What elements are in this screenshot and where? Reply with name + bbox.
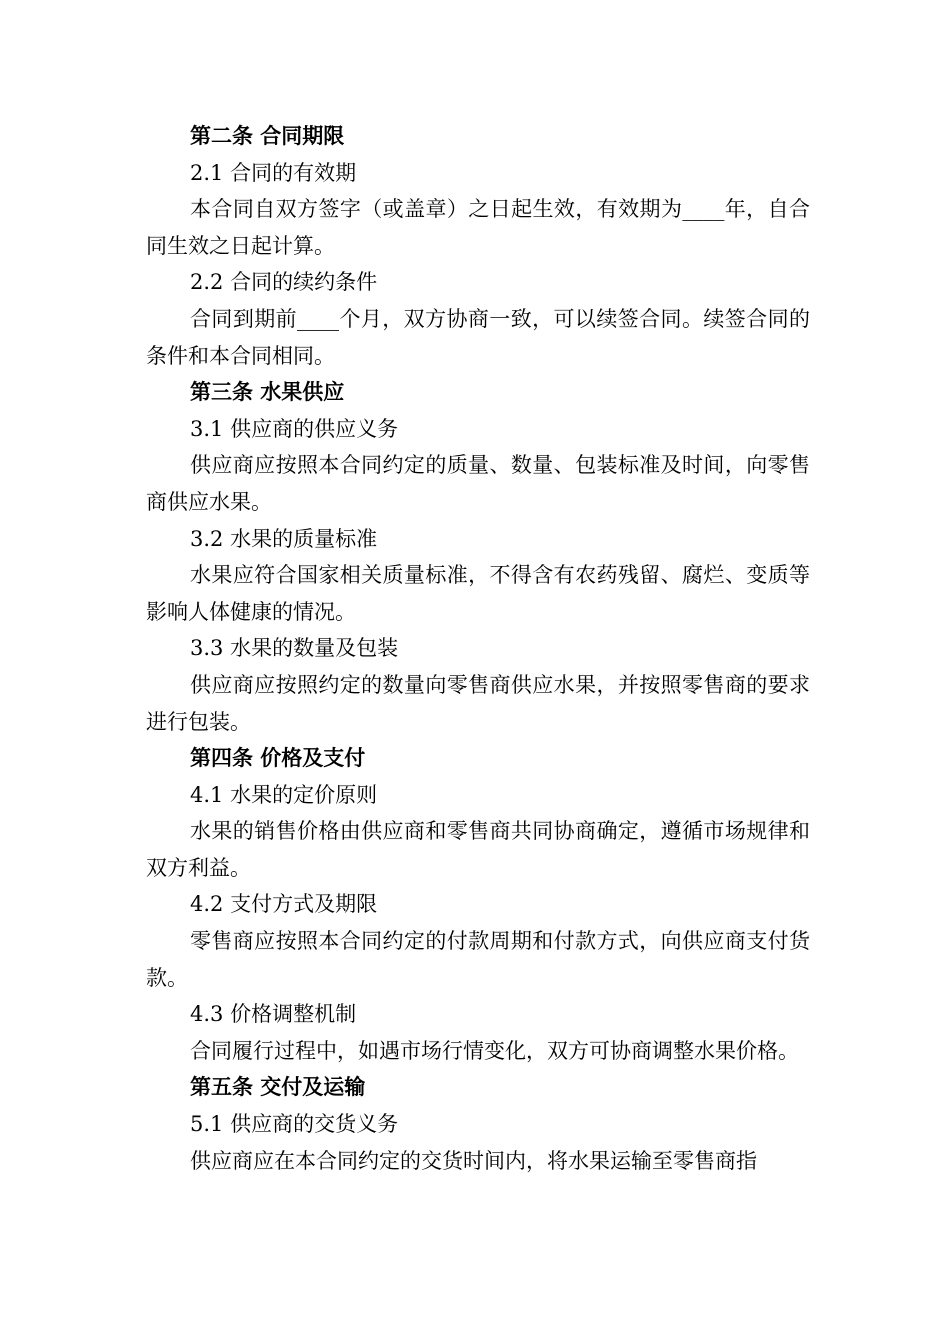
clause-title-4-3: 4.3 价格调整机制 [190,1002,357,1027]
section-heading-3: 第三条 水果供应 [190,379,345,405]
clause-body-3-2: 水果应符合国家相关质量标准，不得含有农药残留、腐烂、变质等影响人体健康的情况。 [146,563,810,624]
clause-title-3-1: 3.1 供应商的供应义务 [190,416,399,441]
clause-body-4-1: 水果的销售价格由供应商和零售商共同协商确定，遵循市场规律和双方利益。 [146,819,810,880]
section-heading-2: 第二条 合同期限 [190,123,345,148]
clause-title-3-2: 3.2 水果的质量标准 [190,526,378,551]
section-heading-4: 第四条 价格及支付 [190,745,366,771]
clause-body-4-3: 合同履行过程中，如遇市场行情变化，双方可协商调整水果价格。 [190,1038,799,1063]
clause-body-5-1: 供应商应在本合同约定的交货时间内，将水果运输至零售商指 [190,1148,757,1173]
clause-body-3-3: 供应商应按照约定的数量向零售商供应水果，并按照零售商的要求进行包装。 [146,672,810,734]
clause-title-3-3: 3.3 水果的数量及包装 [190,636,399,661]
clause-title-4-2: 4.2 支付方式及期限 [190,892,378,917]
section-heading-5: 第五条 交付及运输 [190,1074,366,1100]
clause-title-2-2: 2.2 合同的续约条件 [190,270,378,295]
clause-title-2-1: 2.1 合同的有效期 [190,160,357,185]
clause-body-2-1: 本合同自双方签字（或盖章）之日起生效，有效期为____年，自合同生效之日起计算。 [146,197,810,258]
clause-body-2-2: 合同到期前____个月，双方协商一致，可以续签合同。续签合同的条件和本合同相同。 [146,306,810,368]
clause-title-4-1: 4.1 水果的定价原则 [190,782,378,807]
clause-body-3-1: 供应商应按照本合同约定的质量、数量、包装标准及时间，向零售商供应水果。 [146,453,810,514]
clause-body-4-2: 零售商应按照本合同约定的付款周期和付款方式，向供应商支付货款。 [146,929,810,990]
clause-title-5-1: 5.1 供应商的交货义务 [190,1112,399,1137]
